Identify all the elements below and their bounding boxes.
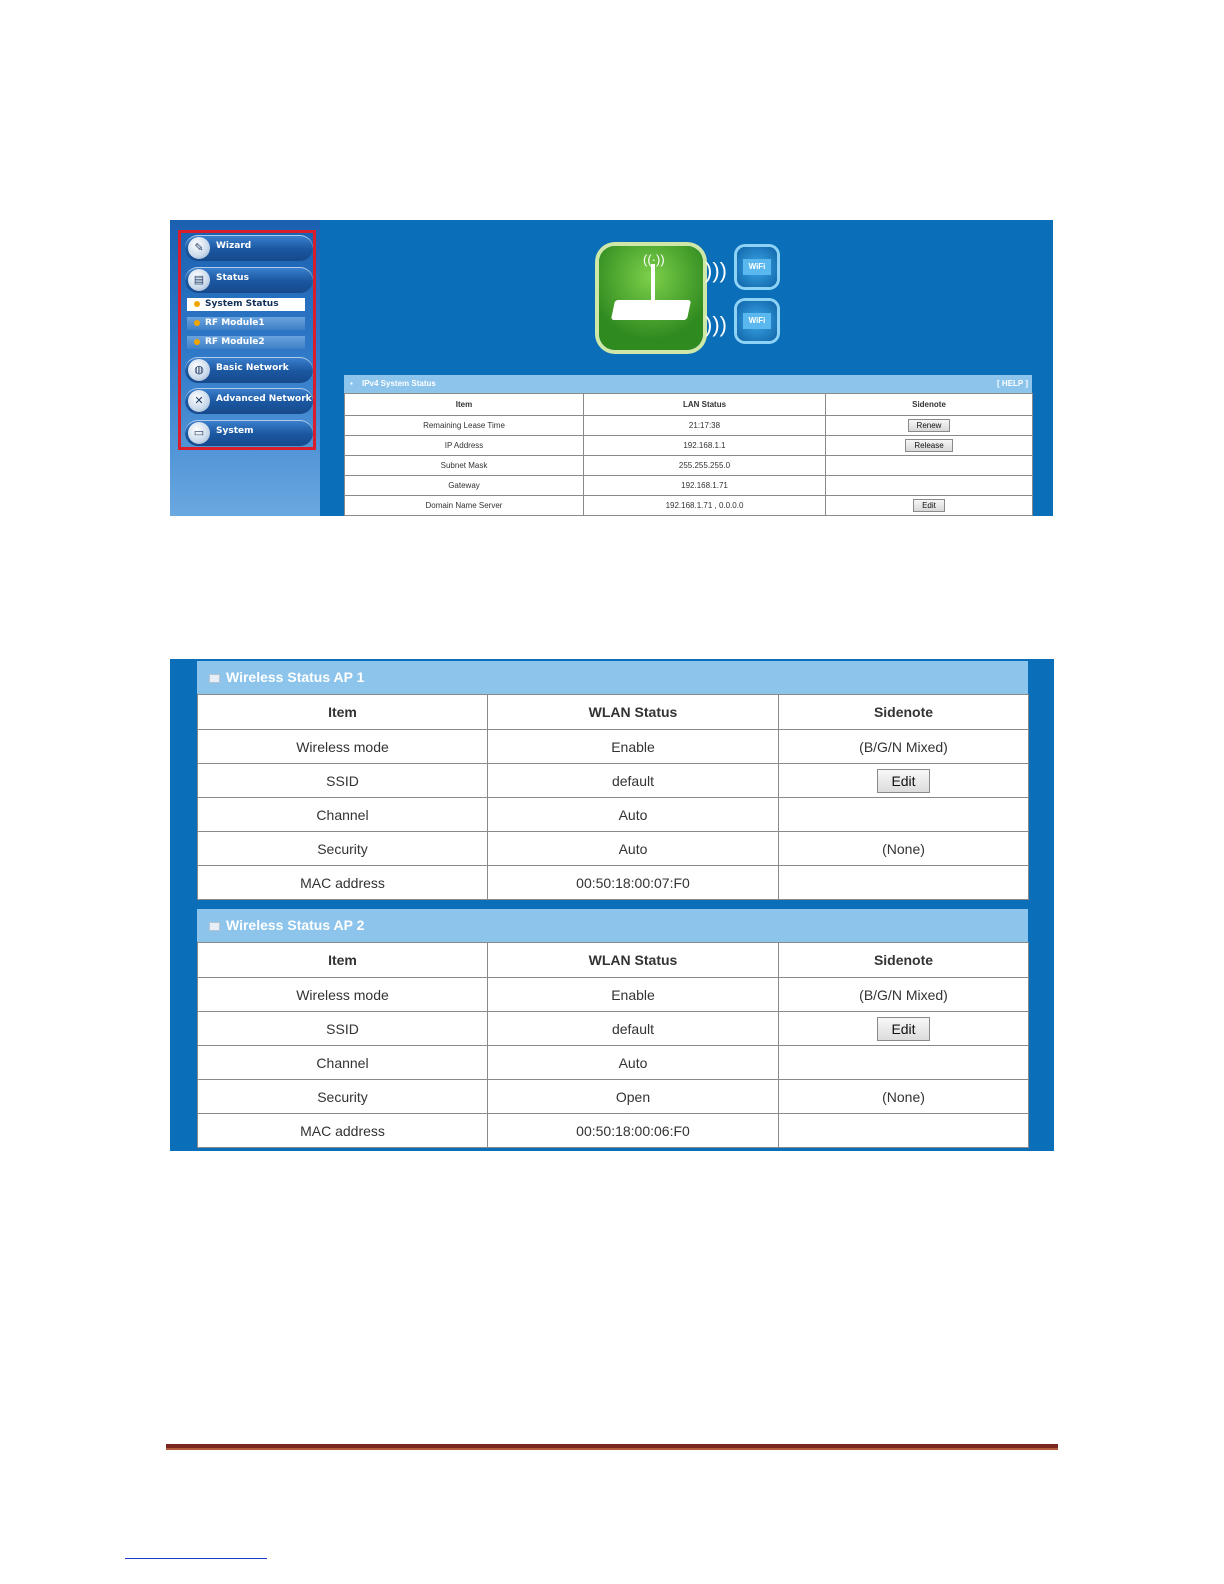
bullet-icon bbox=[194, 301, 200, 307]
table-row bbox=[198, 1080, 1029, 1114]
sidebar-subitem-system-status[interactable] bbox=[187, 298, 305, 311]
sidebar-subitem-label: System Status bbox=[205, 299, 279, 309]
row-sidenote bbox=[826, 456, 1033, 476]
ipv4-status-table bbox=[344, 393, 1033, 516]
row-status: default bbox=[488, 764, 779, 798]
sidebar-item-wizard[interactable] bbox=[185, 235, 313, 261]
row-status: Auto bbox=[488, 798, 779, 832]
row-status: 192.168.1.1 bbox=[584, 436, 826, 456]
wireless-wave-icon: ))) bbox=[705, 312, 727, 337]
row-status: Enable bbox=[488, 730, 779, 764]
status-chart-icon: ▤ bbox=[188, 269, 210, 291]
edit-ssid-button[interactable]: Edit bbox=[877, 1017, 929, 1041]
row-sidenote: (None) bbox=[779, 1080, 1029, 1114]
wireless-status-ap2-panel bbox=[197, 909, 1028, 1148]
panel-title: IPv4 System Status bbox=[362, 379, 436, 388]
row-item: Remaining Lease Time bbox=[345, 416, 584, 436]
column-header: Item bbox=[345, 394, 584, 416]
row-status: Enable bbox=[488, 978, 779, 1012]
table-header-row bbox=[198, 943, 1029, 978]
row-item: MAC address bbox=[198, 1114, 488, 1148]
row-status: Open bbox=[488, 1080, 779, 1114]
column-header: LAN Status bbox=[584, 394, 826, 416]
sidebar-subitem-label: RF Module1 bbox=[205, 318, 265, 328]
row-sidenote: (B/G/N Mixed) bbox=[779, 730, 1029, 764]
table-row bbox=[198, 866, 1029, 900]
table-row bbox=[198, 1046, 1029, 1080]
wireless-status-table bbox=[197, 942, 1029, 1148]
row-item: Security bbox=[198, 832, 488, 866]
table-header-row bbox=[198, 695, 1029, 730]
row-item: Channel bbox=[198, 1046, 488, 1080]
column-header: Item bbox=[198, 943, 488, 978]
row-item: Domain Name Server bbox=[345, 496, 584, 516]
row-item: Wireless mode bbox=[198, 730, 488, 764]
row-status: 00:50:18:00:06:F0 bbox=[488, 1114, 779, 1148]
row-status: Auto bbox=[488, 1046, 779, 1080]
sidebar-subitem-rf-module2[interactable] bbox=[187, 336, 305, 349]
router-body bbox=[611, 300, 691, 320]
panel-bullet-icon bbox=[209, 674, 220, 683]
sidebar bbox=[170, 220, 320, 516]
panel-title: Wireless Status AP 1 bbox=[226, 669, 365, 685]
panel-header bbox=[197, 661, 1028, 694]
table-row bbox=[198, 1012, 1029, 1046]
wifi-client-icon bbox=[737, 247, 777, 287]
sidebar-item-basic-network[interactable] bbox=[185, 357, 313, 383]
panel-bullet-icon: ▪ bbox=[350, 379, 353, 388]
row-sidenote bbox=[826, 476, 1033, 496]
sidebar-subitem-rf-module1[interactable] bbox=[187, 317, 305, 330]
table-row bbox=[198, 1114, 1029, 1148]
row-sidenote bbox=[779, 764, 1029, 798]
table-row bbox=[198, 978, 1029, 1012]
column-header: WLAN Status bbox=[488, 943, 779, 978]
row-status: Auto bbox=[488, 832, 779, 866]
table-header-row bbox=[345, 394, 1033, 416]
sidebar-item-label: System bbox=[216, 426, 254, 436]
row-item: Channel bbox=[198, 798, 488, 832]
bullet-icon bbox=[194, 320, 200, 326]
sidebar-item-label: Wizard bbox=[216, 241, 252, 251]
row-sidenote bbox=[779, 1012, 1029, 1046]
edit-dns-button[interactable]: Edit bbox=[913, 499, 945, 512]
help-link[interactable]: [ HELP ] bbox=[997, 379, 1028, 388]
computer-icon: ▭ bbox=[188, 422, 210, 444]
row-sidenote bbox=[779, 1114, 1029, 1148]
router-icon bbox=[599, 246, 703, 350]
row-item: Security bbox=[198, 1080, 488, 1114]
wireless-status-ap1-panel bbox=[197, 661, 1028, 900]
row-item: SSID bbox=[198, 1012, 488, 1046]
wizard-icon: ✎ bbox=[188, 237, 210, 259]
wifi-label: WiFi bbox=[743, 313, 771, 329]
panel-title: Wireless Status AP 2 bbox=[226, 917, 365, 933]
panel-header bbox=[197, 909, 1028, 942]
table-row bbox=[198, 730, 1029, 764]
row-sidenote bbox=[826, 436, 1033, 456]
wireless-wave-icon: ))) bbox=[705, 258, 727, 283]
main-content bbox=[325, 224, 1053, 516]
row-status: 255.255.255.0 bbox=[584, 456, 826, 476]
router-antenna bbox=[651, 264, 655, 302]
bullet-icon bbox=[194, 339, 200, 345]
row-sidenote: (None) bbox=[779, 832, 1029, 866]
sidebar-item-label: Advanced Network bbox=[216, 394, 312, 404]
column-header: Item bbox=[198, 695, 488, 730]
wireless-status-table bbox=[197, 694, 1029, 900]
edit-ssid-button[interactable]: Edit bbox=[877, 769, 929, 793]
globe-icon: ◍ bbox=[188, 359, 210, 381]
table-row bbox=[345, 456, 1033, 476]
column-header: WLAN Status bbox=[488, 695, 779, 730]
signal-icon: ((·)) bbox=[643, 252, 665, 267]
row-sidenote bbox=[779, 866, 1029, 900]
table-row bbox=[345, 416, 1033, 436]
row-item: IP Address bbox=[345, 436, 584, 456]
column-header: Sidenote bbox=[826, 394, 1033, 416]
column-header: Sidenote bbox=[779, 943, 1029, 978]
table-row bbox=[345, 436, 1033, 456]
wireless-status-screenshot bbox=[170, 659, 1054, 1151]
footer-link-underline bbox=[125, 1558, 267, 1559]
panel-bullet-icon bbox=[209, 922, 220, 931]
table-row bbox=[345, 496, 1033, 516]
sidebar-subitem-label: RF Module2 bbox=[205, 337, 265, 347]
panel-header bbox=[344, 375, 1032, 393]
row-sidenote bbox=[779, 1046, 1029, 1080]
sidebar-item-advanced-network[interactable] bbox=[185, 388, 313, 414]
row-item: MAC address bbox=[198, 866, 488, 900]
sidebar-item-label: Status bbox=[216, 273, 249, 283]
sidebar-item-label: Basic Network bbox=[216, 363, 289, 373]
row-status: 192.168.1.71 bbox=[584, 476, 826, 496]
footer-rule bbox=[166, 1444, 1058, 1450]
row-status: 00:50:18:00:07:F0 bbox=[488, 866, 779, 900]
row-sidenote bbox=[826, 496, 1033, 516]
row-sidenote bbox=[779, 798, 1029, 832]
row-item: SSID bbox=[198, 764, 488, 798]
row-sidenote bbox=[826, 416, 1033, 436]
table-row bbox=[198, 832, 1029, 866]
column-header: Sidenote bbox=[779, 695, 1029, 730]
wifi-client-icon bbox=[737, 301, 777, 341]
row-status: default bbox=[488, 1012, 779, 1046]
row-item: Gateway bbox=[345, 476, 584, 496]
table-row bbox=[345, 476, 1033, 496]
tools-icon: ✕ bbox=[188, 390, 210, 412]
row-status: 21:17:38 bbox=[584, 416, 826, 436]
sidebar-item-system[interactable] bbox=[185, 420, 313, 446]
router-status-screenshot bbox=[170, 220, 1053, 516]
table-row bbox=[198, 764, 1029, 798]
table-row bbox=[198, 798, 1029, 832]
row-status: 192.168.1.71 , 0.0.0.0 bbox=[584, 496, 826, 516]
wifi-label: WiFi bbox=[743, 259, 771, 275]
renew-button[interactable]: Renew bbox=[908, 419, 951, 432]
sidebar-item-status[interactable] bbox=[185, 267, 313, 293]
release-button[interactable]: Release bbox=[905, 439, 952, 452]
row-item: Subnet Mask bbox=[345, 456, 584, 476]
row-sidenote: (B/G/N Mixed) bbox=[779, 978, 1029, 1012]
ipv4-status-panel bbox=[344, 375, 1032, 516]
row-item: Wireless mode bbox=[198, 978, 488, 1012]
